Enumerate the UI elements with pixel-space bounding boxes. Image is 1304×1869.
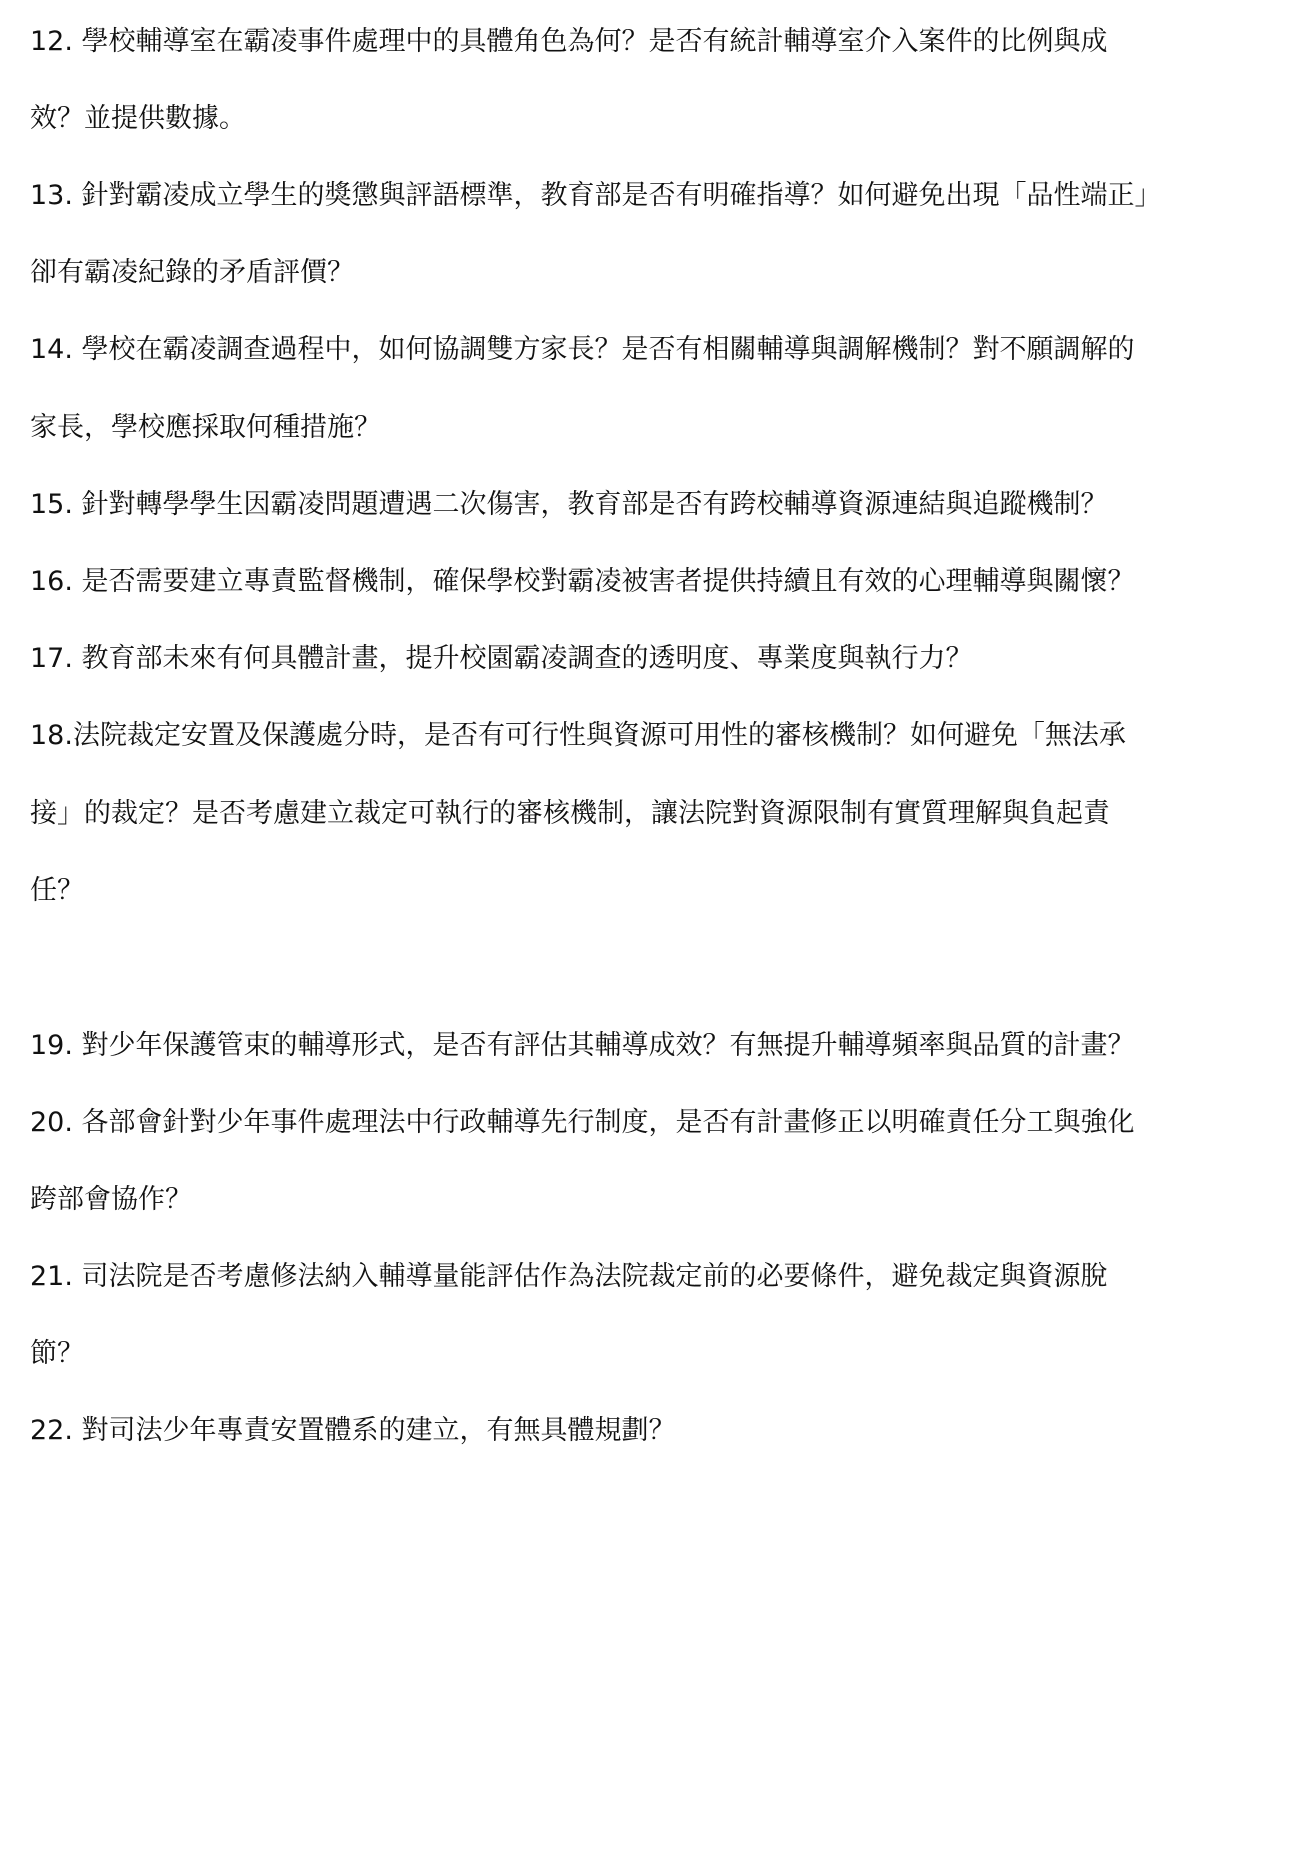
text-line: 20. 各部會針對少年事件處理法中行政輔導先行制度，是否有計畫修正以明確責任分工與強化 [30, 1107, 1135, 1138]
text-line: 13. 針對霸凌成立學生的獎懲與評語標準，教育部是否有明確指導？如何避免出現「品性端正」 [30, 180, 1162, 211]
text-line: 12. 學校輔導室在霸凌事件處理中的具體角色為何？是否有統計輔導室介入案件的比例與成 [30, 26, 1108, 57]
text-line: 跨部會協作？ [30, 1184, 192, 1215]
text-line: 效？並提供數據。 [30, 103, 246, 134]
text-line: 16. 是否需要建立專責監督機制，確保學校對霸凌被害者提供持續且有效的心理輔導與關懷？ [30, 566, 1135, 597]
text-line: 任？ [30, 875, 84, 906]
text-line: 家長，學校應採取何種措施？ [30, 412, 381, 443]
text-line: 14. 學校在霸凌調查過程中，如何協調雙方家長？是否有相關輔導與調解機制？對不願調解的 [30, 334, 1135, 365]
text-line: 21. 司法院是否考慮修法納入輔導量能評估作為法院裁定前的必要條件，避免裁定與資源脫 [30, 1261, 1108, 1292]
text-line: 19. 對少年保護管束的輔導形式，是否有評估其輔導成效？有無提升輔導頻率與品質的計畫？ [30, 1030, 1135, 1061]
text-line: 接」的裁定？是否考慮建立裁定可執行的審核機制，讓法院對資源限制有實質理解與負起責 [30, 798, 1110, 829]
text-line: 卻有霸凌紀錄的矛盾評價？ [30, 257, 354, 288]
text-line: 節？ [30, 1338, 84, 1369]
text-line: 17. 教育部未來有何具體計畫，提升校園霸凌調查的透明度、專業度與執行力？ [30, 643, 973, 674]
text-line: 18.法院裁定安置及保護處分時，是否有可行性與資源可用性的審核機制？如何避免「無法承 [30, 720, 1126, 751]
text-line: 22. 對司法少年專責安置體系的建立，有無具體規劃？ [30, 1415, 676, 1446]
text-line: 15. 針對轉學學生因霸凌問題遭遇二次傷害，教育部是否有跨校輔導資源連結與追蹤機制？ [30, 489, 1108, 520]
